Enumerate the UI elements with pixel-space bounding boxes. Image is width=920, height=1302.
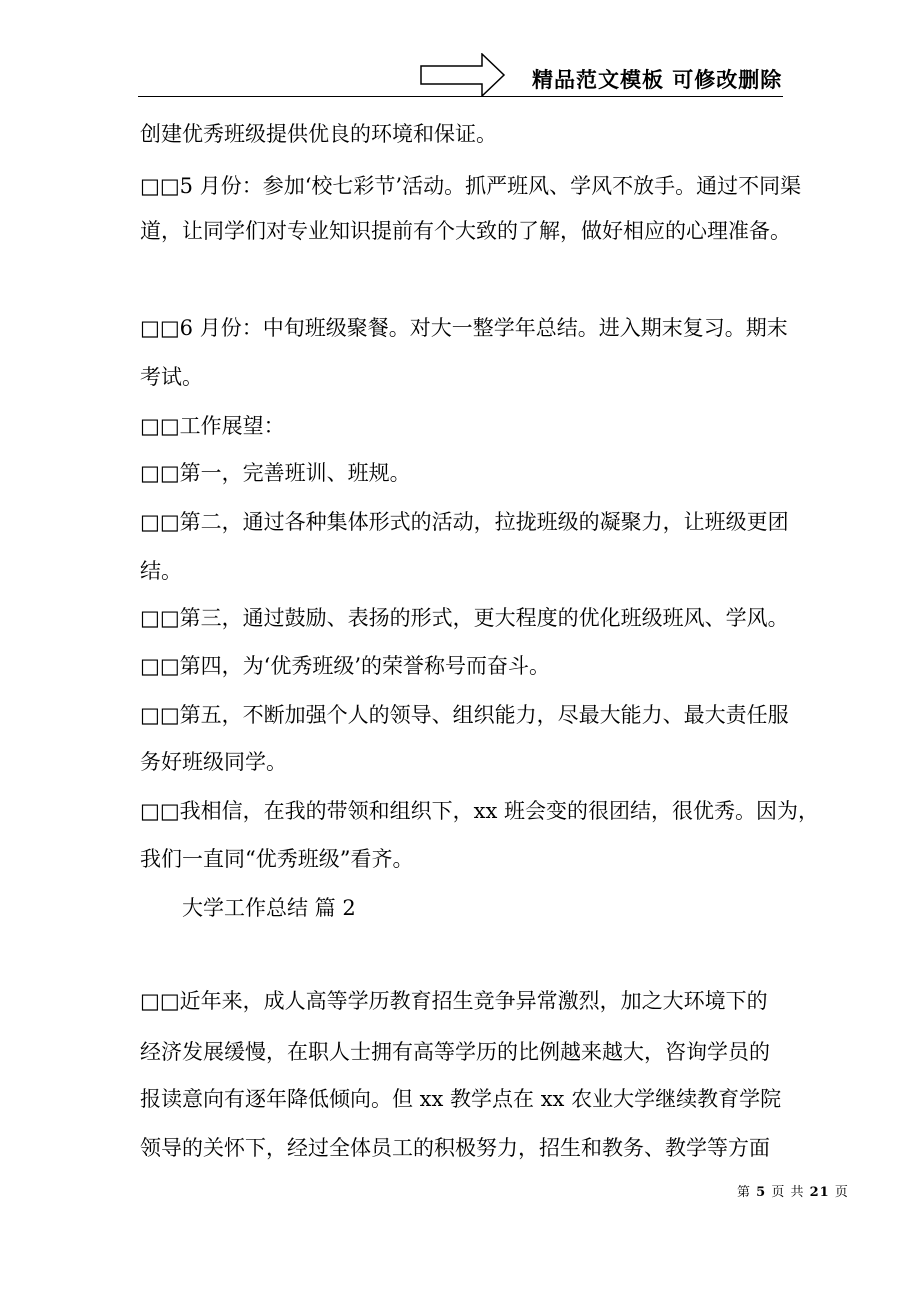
current-page-number: 5 xyxy=(756,1185,767,1200)
body-line: 领导的关怀下，经过全体员工的积极努力，招生和教务、教学等方面 xyxy=(140,1136,770,1160)
total-pages-number: 21 xyxy=(809,1185,830,1200)
body-line: □□我相信，在我的带领和组织下，xx 班会变的很团结，很优秀。因为， xyxy=(140,799,820,823)
body-line: □□工作展望： xyxy=(140,414,285,438)
body-line: 务好班级同学。 xyxy=(140,750,287,774)
page-footer xyxy=(737,1181,849,1200)
body-line: 我们一直同“优秀班级”看齐。 xyxy=(140,847,414,871)
footer-middle: 页 共 xyxy=(771,1185,805,1200)
body-line: 创建优秀班级提供优良的环境和保证。 xyxy=(140,122,497,146)
footer-prefix: 第 xyxy=(737,1185,752,1200)
body-line: 考试。 xyxy=(140,365,203,389)
body-line: □□第五，不断加强个人的领导、组织能力，尽最大能力、最大责任服 xyxy=(140,703,789,727)
body-line: □□第一，完善班训、班规。 xyxy=(140,461,411,485)
arrow-icon xyxy=(420,53,506,97)
body-line: □□5 月份：参加‘校七彩节’活动。抓严班风、学风不放手。通过不同渠 xyxy=(140,174,802,198)
header-divider xyxy=(138,96,783,97)
body-line: 报读意向有逐年降低倾向。但 xx 教学点在 xx 农业大学继续教育学院 xyxy=(140,1087,782,1111)
section-title: 大学工作总结 篇 2 xyxy=(182,896,356,920)
body-line: □□第三，通过鼓励、表扬的形式，更大程度的优化班级班风、学风。 xyxy=(140,606,789,630)
body-line: 道，让同学们对专业知识提前有个大致的了解，做好相应的心理准备。 xyxy=(140,219,791,243)
body-line: 结。 xyxy=(140,559,182,583)
body-line: □□近年来，成人高等学历教育招生竞争异常激烈，加之大环境下的 xyxy=(140,989,768,1013)
body-line: 经济发展缓慢，在职人士拥有高等学历的比例越来越大，咨询学员的 xyxy=(140,1040,770,1064)
header-title: 精品范文模板 可修改删除 xyxy=(532,68,783,92)
body-line: □□第二，通过各种集体形式的活动，拉拢班级的凝聚力，让班级更团 xyxy=(140,510,789,534)
body-line: □□6 月份：中旬班级聚餐。对大一整学年总结。进入期末复习。期末 xyxy=(140,316,788,340)
footer-suffix: 页 xyxy=(834,1185,849,1200)
body-line: □□第四，为‘优秀班级’的荣誉称号而奋斗。 xyxy=(140,654,551,678)
